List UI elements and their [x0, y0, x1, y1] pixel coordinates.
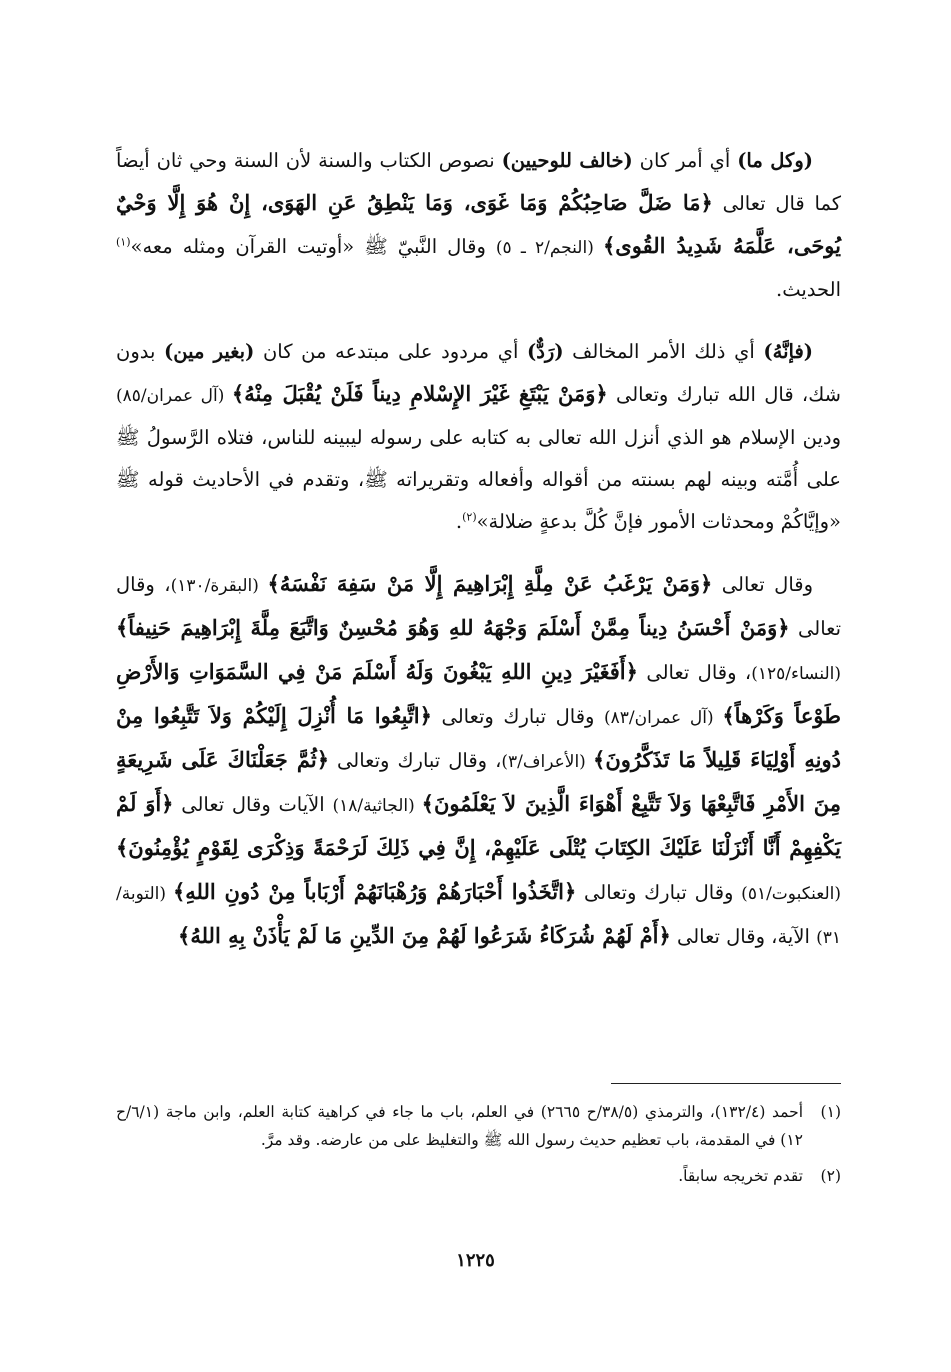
- text-run: وقال تبارك وتعالى: [431, 705, 604, 728]
- footnote-text: تقدم تخريجه سابقاً.: [678, 1167, 803, 1185]
- footnote-text: أحمد (١٣٢/٤)، والترمذي (٣٨/٥/ح ٢٦٦٥) في العلم، باب ما جاء في كراهية كتابة العلم، وابن ماجة (٦/١/ح ١٢) في المقدمة، باب تعظيم حديث رسول الله ﷺ والتغليظ على من عارضه. وقد مرَّ.: [116, 1103, 804, 1149]
- quran-verse: ﴿وَمَنْ يَرْغَبُ عَنْ مِلَّةِ إِبْرَاهِيمَ إِلَّا مَنْ سَفِهَ نَفْسَهُ﴾: [267, 571, 713, 596]
- paragraph-and-he-said: [116, 563, 841, 959]
- text-run: أي ذلك الأمر المخالف: [563, 340, 764, 363]
- paragraph-then-it-is-rejected: [116, 331, 841, 543]
- footnote-2: [116, 1162, 841, 1190]
- paragraph-and-every-matter: [116, 140, 841, 311]
- text-phrase-bold: (خالف للوحيين): [501, 149, 633, 172]
- footnotes: [116, 1098, 841, 1198]
- footnote-marker: (١): [116, 235, 131, 249]
- verse-reference: (العنكبوت/٥١): [741, 884, 841, 904]
- text-run: ، وقال تعالى: [637, 661, 752, 684]
- verse-reference: (التوبة/٣١): [116, 884, 841, 948]
- text-phrase-bold: (بغير مين): [164, 340, 255, 363]
- text-run: الآية، وقال تعالى: [670, 925, 817, 948]
- footnote-number: (٢): [820, 1167, 841, 1185]
- text-run: ، وقال تعالى: [116, 573, 842, 640]
- quran-verse: ﴿أَوَ لَمْ يَكْفِهِمْ أَنَّا أَنْزَلْنَا عَلَيْكَ الكِتَابَ يُتْلَى عَلَيْهِمْ، إِنَّ فِي ذَلِكَ لَرَحْمَةً وَذِكْرَى لِقَوْمٍ يُؤْمِنُونَ﴾: [116, 791, 841, 860]
- text-run: الحديث.: [776, 278, 841, 301]
- text-run: بدون شك، قال الله تبارك وتعالى: [116, 340, 841, 406]
- quran-verse: ﴿أَفَغَيْرَ دِينِ اللهِ يَبْغُونَ وَلَهُ أَسْلَمَ مَنْ فِي السَّمَوَاتِ وَالأَرْضِ طَوْعاً وَكَرْهاً﴾: [116, 659, 841, 728]
- footnote-number: (١): [820, 1103, 841, 1121]
- main-text: [116, 140, 841, 959]
- verse-reference: (آل عمران/٨٥): [116, 386, 232, 406]
- verse-reference: (الجاثية/١٨): [332, 796, 422, 816]
- text-phrase-bold: (رَدٌّ): [527, 340, 564, 363]
- quran-verse: ﴿اتَّخَذُوا أَحْبَارَهُمْ وَرُهْبَانَهُمْ أَرْبَاباً مِنْ دُونِ اللهِ﴾: [172, 879, 577, 904]
- verse-reference: (البقرة/١٣٠): [170, 576, 268, 596]
- page-number: ١٢٢٥: [456, 1250, 495, 1271]
- footnote-separator: [611, 1083, 841, 1084]
- text-phrase-bold: (وكل ما): [737, 149, 813, 172]
- quran-verse: ﴿ثُمَّ جَعَلْنَاكَ عَلَى شَرِيعَةٍ مِنَ الأَمْرِ فَاتَّبِعْهَا وَلاَ تَتَّبِعْ أَهْوَاءَ الَّذِينَ لاَ يَعْلَمُونَ﴾: [116, 747, 841, 816]
- quran-verse: ﴿وَمَنْ أَحْسَنُ دِيناً مِمَّنْ أَسْلَمَ وَجْهَهُ للهِ وَهُوَ مُحْسِنٌ وَاتَّبَعَ مِلَّةَ إِبْرَاهِيمَ حَنِيفاً﴾: [116, 615, 790, 640]
- text-run: ودين الإسلام هو الذي أنزل الله تعالى به كتابه على رسوله ليبينه للناس، فتلاه الرَّسولُ ﷺ على أُمَّته وبينه لهم بسنته من أقواله وأفعاله وتقريراته ﷺ، وتقدم في الأحاديث قوله ﷺ «وإيَّاكُمْ ومحدثات الأمور فإنَّ كُلَّ بدعةٍ ضلالة»: [116, 426, 841, 533]
- text-run: الآيات وقال تعالى: [173, 793, 333, 816]
- verse-reference: (الأعراف/٣): [501, 752, 594, 772]
- verse-reference: (النجم/٢ ـ ٥): [495, 238, 603, 258]
- verse-reference: (آل عمران/٨٣): [604, 708, 723, 728]
- quran-verse: ﴿اتَّبِعُوا مَا أُنْزِلَ إِلَيْكُمْ وَلاَ تَتَّبِعُوا مِنْ دُونِهِ أَوْلِيَاءَ قَلِيلاً مَا تَذَكَّرُونَ﴾: [116, 703, 841, 772]
- text-run: وقال النَّبيّ ﷺ «أوتيت القرآن ومثله معه»: [130, 235, 496, 258]
- text-run: .: [455, 510, 463, 533]
- text-phrase-bold: (فإنَّهُ): [763, 340, 813, 363]
- text-run: ، وقال تبارك وتعالى: [329, 749, 502, 772]
- footnote-1: [116, 1098, 841, 1154]
- text-run: وقال تبارك وتعالى: [576, 881, 742, 904]
- text-run: وقال تعالى: [712, 573, 813, 596]
- text-run: أي مردود على مبتدعه من كان: [254, 340, 527, 363]
- verse-reference: (النساء/١٢٥): [751, 664, 841, 684]
- text-run: نصوص الكتاب والسنة لأن السنة وحي ثان أيضاً كما قال تعالى: [116, 149, 841, 215]
- text-run: أي أمر كان: [632, 149, 738, 172]
- footnote-marker: (٢): [462, 510, 477, 524]
- quran-verse: ﴿أَمْ لَهُمْ شُرَكَاءُ شَرَعُوا لَهُمْ مِنَ الدِّينِ مَا لَمْ يَأْذَنْ بِهِ اللهُ﴾: [178, 923, 671, 948]
- quran-verse: ﴿مَا ضَلَّ صَاحِبُكُمْ وَمَا غَوَى، وَمَا يَنْطِقُ عَنِ الهَوَى، إِنْ هُوَ إِلَّا وَحْيٌ يُوحَى، عَلَّمَهُ شَدِيدُ القُوى﴾: [116, 190, 841, 258]
- quran-verse: ﴿وَمَنْ يَبْتَغِ غَيْرَ الإِسْلامِ دِيناً فَلَنْ يُقْبَلَ مِنْهُ﴾: [231, 381, 608, 406]
